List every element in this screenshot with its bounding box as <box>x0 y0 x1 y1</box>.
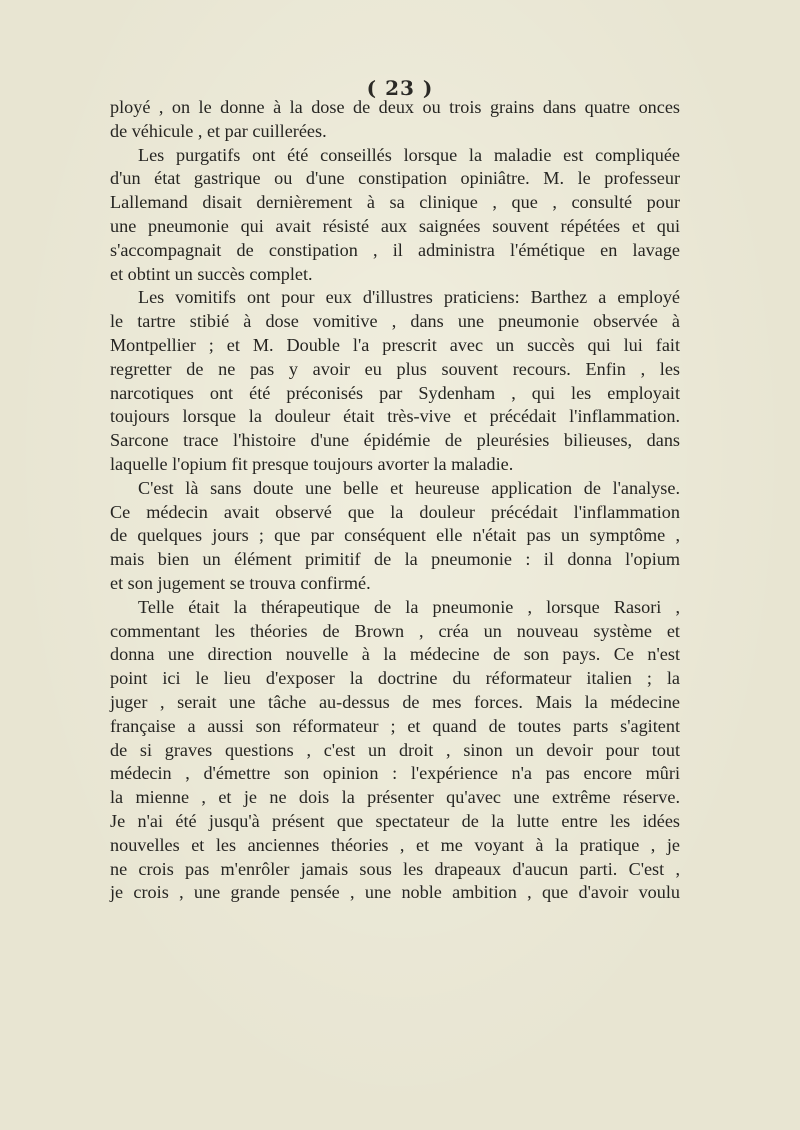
text-line: regretter de ne pas y avoir eu plus souvent recours. Enfin , les <box>110 358 680 379</box>
text-line: la mienne , et je ne dois la présenter qu'avec une extrême réserve. <box>110 787 680 808</box>
text-line: Sarcone trace l'histoire d'une épidémie de pleurésies bilieuses, dans <box>110 430 680 451</box>
text-line: de si graves questions , c'est un droit , sinon un devoir pour tout <box>110 739 680 760</box>
text-line: et obtint un succès complet. <box>110 263 313 284</box>
text-line: commentant les théories de Brown , créa un nouveau système et <box>110 620 680 641</box>
text-line: et son jugement se trouva confirmé. <box>110 572 371 593</box>
text-line: mais bien un élément primitif de la pneumonie : il donna l'opium <box>110 549 680 570</box>
text-line: ployé , on le donne à la dose de deux ou trois grains dans quatre onces <box>110 97 680 117</box>
text-line: point ici le lieu d'exposer la doctrine du réformateur italien ; la <box>110 668 680 689</box>
text-line: française a aussi son réformateur ; et quand de toutes parts s'agitent <box>110 715 680 736</box>
text-line: d'un état gastrique ou d'une constipation opiniâtre. M. le professeur <box>110 168 680 189</box>
page-number: ( 23 ) <box>366 76 434 100</box>
text-line: une pneumonie qui avait résisté aux saignées souvent répétées et qui <box>110 215 680 236</box>
body-text <box>110 96 680 905</box>
text-line: Montpellier ; et M. Double l'a prescrit avec un succès qui lui fait <box>110 334 680 355</box>
text-line: Les vomitifs ont pour eux d'illustres praticiens: Barthez a employé <box>138 287 680 308</box>
text-line: de quelques jours ; que par conséquent elle n'était pas un symptôme , <box>110 525 680 546</box>
paragraph-5 <box>110 596 680 905</box>
text-line: toujours lorsque la douleur était très-vive et précédait l'inflammation. <box>110 406 680 427</box>
text-line: de véhicule , et par cuillerées. <box>110 120 327 141</box>
paragraph-3 <box>110 286 680 476</box>
text-line: Lallemand disait dernièrement à sa clinique , que , consulté pour <box>110 192 680 213</box>
text-line: C'est là sans doute une belle et heureuse application de l'analyse. <box>138 477 680 498</box>
paragraph-4 <box>110 477 680 596</box>
paragraph-1 <box>110 96 680 144</box>
text-line: médecin , d'émettre son opinion : l'expérience n'a pas encore mûri <box>110 763 680 784</box>
text-line: donna une direction nouvelle à la médecine de son pays. Ce n'est <box>110 644 680 665</box>
text-line: je crois , une grande pensée , une noble ambition , que d'avoir voulu <box>110 882 680 903</box>
text-line: le tartre stibié à dose vomitive , dans une pneumonie observée à <box>110 311 680 332</box>
text-line: juger , serait une tâche au-dessus de mes forces. Mais la médecine <box>110 691 680 712</box>
text-line: s'accompagnait de constipation , il administra l'émétique en lavage <box>110 239 680 260</box>
text-line: ne crois pas m'enrôler jamais sous les drapeaux d'aucun parti. C'est , <box>110 858 680 879</box>
text-line: nouvelles et les anciennes théories , et me voyant à la pratique , je <box>110 834 680 855</box>
text-line: Ce médecin avait observé que la douleur précédait l'inflammation <box>110 501 680 522</box>
paragraph-2 <box>110 144 680 287</box>
text-line: Les purgatifs ont été conseillés lorsque la maladie est compliquée <box>138 144 680 165</box>
text-line: laquelle l'opium fit presque toujours avorter la maladie. <box>110 453 514 474</box>
text-line: Telle était la thérapeutique de la pneumonie , lorsque Rasori , <box>138 596 680 617</box>
text-line: narcotiques ont été préconisés par Sydenham , qui les employait <box>110 382 680 403</box>
text-line: Je n'ai été jusqu'à présent que spectateur de la lutte entre les idées <box>110 810 680 831</box>
